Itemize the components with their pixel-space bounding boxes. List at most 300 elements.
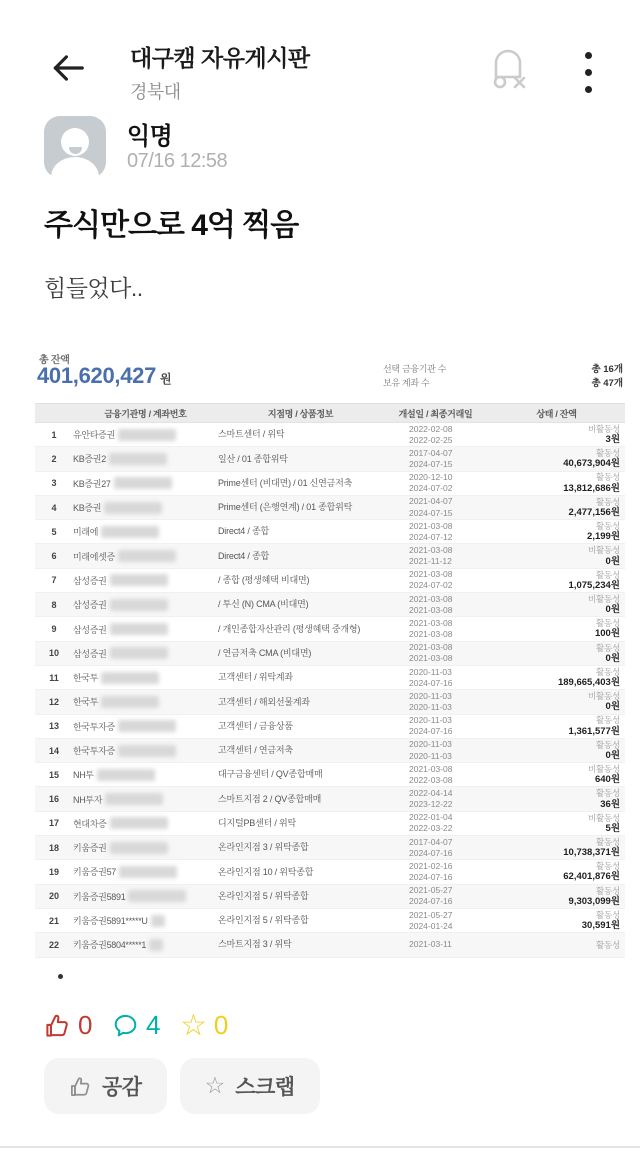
status-balance-cell <box>488 643 625 665</box>
last-trade-date: 2024-07-16 <box>409 726 453 737</box>
branch-product-cell: 온라인지점 5 / 위탁종합 <box>218 890 309 901</box>
account-status: 활동성 <box>595 618 620 629</box>
column-branch: 지점명 / 상품정보 <box>267 408 334 419</box>
statement-summary <box>35 340 625 398</box>
institution-cell <box>73 841 218 854</box>
status-balance-cell <box>488 837 625 859</box>
last-trade-date: 2024-07-15 <box>409 507 453 518</box>
bell-off-icon <box>486 44 532 94</box>
status-balance-cell <box>488 472 625 494</box>
star-icon: ☆ <box>179 1007 207 1043</box>
branch-product-cell: 대구금융센터 / QV종합매매 <box>218 769 323 780</box>
branch-product-cell: / 종합 (평생혜택 비대면) <box>218 575 310 586</box>
account-balance: 30,591원 <box>581 919 620 931</box>
row-number: 13 <box>48 721 59 732</box>
board-title: 대구캠 자유게시판 <box>130 45 310 71</box>
scrap-count-item <box>179 1007 228 1043</box>
redacted-account-number <box>149 939 163 951</box>
branch-product-cell: 스마트센터 / 위탁 <box>218 429 285 440</box>
dates-cell <box>383 642 488 664</box>
last-trade-date: 2022-03-08 <box>409 774 453 785</box>
institution-cell <box>73 744 218 757</box>
notification-off-button[interactable] <box>486 44 532 94</box>
row-number: 19 <box>48 866 59 877</box>
status-balance-cell <box>488 715 625 737</box>
scrap-button[interactable] <box>180 1058 320 1114</box>
account-status: 활동성 <box>595 909 620 920</box>
avatar <box>44 116 106 178</box>
branch-product-cell: 일산 / 01 종합위탁 <box>218 453 288 464</box>
row-number: 8 <box>51 599 57 610</box>
scrap-button-label: 스크랩 <box>235 1076 295 1099</box>
dates-cell <box>383 764 488 786</box>
branch-product-cell: / 개인종합자산관리 (평생혜택 중개형) <box>218 623 361 634</box>
row-number: 6 <box>51 551 57 562</box>
open-date: 2021-05-27 <box>409 885 453 896</box>
institution-cell <box>73 525 218 538</box>
dates-cell <box>383 424 488 446</box>
open-date: 2022-04-14 <box>409 788 453 799</box>
institution-name: 키움증권 <box>73 843 107 854</box>
table-row <box>35 617 625 641</box>
institution-cell <box>73 550 218 563</box>
row-number: 17 <box>48 818 59 829</box>
row-number: 20 <box>48 891 59 902</box>
table-row <box>35 836 625 860</box>
last-trade-date: 2022-03-22 <box>409 823 453 834</box>
account-status: 비활동성 <box>587 764 620 775</box>
status-balance-cell <box>488 618 625 640</box>
row-number: 4 <box>51 502 57 513</box>
institution-name: NH투 <box>73 770 94 781</box>
dates-cell <box>383 788 488 810</box>
total-balance-label: 총 잔액 <box>39 355 70 366</box>
branch-product-cell: 스마트지점 3 / 위탁 <box>218 939 292 950</box>
institution-cell <box>73 720 218 733</box>
dates-cell <box>383 594 488 616</box>
account-status: 활동성 <box>595 448 620 459</box>
status-balance-cell <box>488 667 625 689</box>
account-status: 활동성 <box>595 642 620 653</box>
open-date: 2021-05-27 <box>409 909 453 920</box>
branch-product-cell: Direct4 / 종합 <box>218 550 269 561</box>
institution-name: 한국투 <box>73 673 99 684</box>
last-trade-date: 2020-11-03 <box>409 750 452 761</box>
last-trade-date: 2021-03-08 <box>409 604 453 615</box>
table-row <box>35 885 625 909</box>
table-row <box>35 763 625 787</box>
column-status-balance: 상태 / 잔액 <box>536 408 577 419</box>
open-date: 2021-03-08 <box>409 520 453 531</box>
account-balance: 0원 <box>605 604 620 616</box>
account-balance: 36원 <box>600 798 620 810</box>
redacted-account-number <box>110 842 168 854</box>
account-table-header <box>35 403 625 423</box>
account-status: 활동성 <box>595 569 620 580</box>
institution-cell <box>73 914 218 927</box>
table-row <box>35 812 625 836</box>
open-date: 2020-12-10 <box>409 472 453 483</box>
redacted-account-number <box>110 623 168 635</box>
held-accounts-value: 총 47개 <box>591 378 623 389</box>
table-row <box>35 544 625 568</box>
branch-product-cell: 고객센터 / 연금저축 <box>218 745 293 756</box>
account-status: 비활동성 <box>587 423 620 434</box>
table-row <box>35 666 625 690</box>
last-trade-date: 2024-07-12 <box>409 531 453 542</box>
branch-product-cell: 고객센터 / 금융상품 <box>218 720 293 731</box>
row-number: 11 <box>49 672 59 683</box>
last-trade-date: 2023-12-22 <box>409 799 453 810</box>
post-body: 힘들었다.. <box>44 275 143 301</box>
account-balance: 40,673,904원 <box>563 458 620 470</box>
status-balance-cell <box>488 497 625 519</box>
dates-cell <box>383 715 488 737</box>
comment-count-item <box>112 1010 160 1041</box>
dates-cell <box>383 691 488 713</box>
dates-cell <box>383 496 488 518</box>
post-author: 익명 <box>127 123 173 150</box>
branch-product-cell: Direct4 / 종합 <box>218 526 269 537</box>
account-balance: 0원 <box>605 652 620 664</box>
institution-name: 한국투자증 <box>73 746 115 756</box>
institution-cell <box>73 671 218 684</box>
status-balance-cell <box>488 521 625 543</box>
scrap-count: 0 <box>213 1010 228 1040</box>
status-balance-cell <box>488 424 625 446</box>
row-number: 2 <box>51 453 57 464</box>
redacted-account-number <box>114 477 172 489</box>
row-number: 18 <box>48 842 59 853</box>
open-date: 2021-03-08 <box>409 545 453 556</box>
account-balance: 1,075,234원 <box>568 579 620 591</box>
institution-cell <box>73 501 218 514</box>
institution-cell <box>73 793 218 806</box>
thumbs-up-icon <box>44 1012 71 1039</box>
institution-cell <box>73 938 218 951</box>
table-row <box>35 860 625 884</box>
institution-name: 키움증권57 <box>73 867 116 878</box>
account-balance: 3원 <box>605 434 620 446</box>
currency-label: 원 <box>160 372 172 386</box>
account-status: 활동성 <box>595 666 620 677</box>
institution-name: 삼성증권 <box>73 624 107 635</box>
redacted-account-number <box>110 647 168 659</box>
dates-cell <box>383 545 488 567</box>
status-balance-cell <box>488 861 625 883</box>
account-balance: 0원 <box>605 701 620 713</box>
account-status: 비활동성 <box>587 545 620 556</box>
account-balance: 5원 <box>605 822 620 834</box>
star-outline-icon: ☆ <box>204 1072 226 1099</box>
redacted-account-number <box>110 574 168 586</box>
last-trade-date: 2020-11-03 <box>409 701 452 712</box>
redacted-account-number <box>101 696 159 708</box>
post-timestamp: 07/16 12:58 <box>127 150 228 172</box>
account-status: 활동성 <box>595 739 620 750</box>
kebab-dot <box>585 69 592 76</box>
institution-name: NH투자 <box>73 794 103 805</box>
open-date: 2021-03-08 <box>409 569 453 580</box>
institution-cell <box>73 452 218 465</box>
status-balance-cell <box>488 886 625 908</box>
last-trade-date: 2024-07-02 <box>409 483 453 494</box>
dates-cell <box>383 910 488 932</box>
account-balance: 640원 <box>594 774 620 786</box>
redacted-account-number <box>151 915 165 927</box>
column-institution: 금융기관명 / 계좌번호 <box>104 408 187 419</box>
branch-product-cell: 고객센터 / 해외선물계좌 <box>218 696 310 707</box>
open-date: 2021-04-07 <box>409 496 453 507</box>
branch-product-cell: 온라인지점 3 / 위탁종합 <box>218 842 309 853</box>
dates-cell <box>383 939 488 950</box>
account-status: 활동성 <box>595 472 620 483</box>
speech-bubble-icon <box>112 1012 139 1039</box>
institution-name: KB증권27 <box>73 478 111 489</box>
redacted-account-number <box>110 817 168 829</box>
row-number: 21 <box>48 915 59 926</box>
account-status: 비활동성 <box>587 812 620 823</box>
status-balance-cell <box>488 570 625 592</box>
open-date: 2022-01-04 <box>409 812 453 823</box>
institution-cell <box>73 890 218 903</box>
open-date: 2020-11-03 <box>409 715 452 726</box>
institution-name: 키움증권5891 <box>73 891 126 902</box>
account-balance: 10,738,371원 <box>563 847 620 859</box>
institution-cell <box>73 768 218 781</box>
account-balance: 100원 <box>594 628 620 640</box>
redacted-account-number <box>101 672 159 684</box>
institution-name: 미래에셋증 <box>73 551 115 562</box>
institution-cell <box>73 865 218 878</box>
statement-image[interactable] <box>35 340 625 951</box>
open-date: 2021-03-08 <box>409 617 453 628</box>
comment-count: 4 <box>145 1010 160 1040</box>
selected-institutions-label: 선택 금융기관 수 <box>383 363 447 374</box>
row-number: 5 <box>51 526 57 537</box>
status-balance-cell <box>488 691 625 713</box>
status-balance-cell <box>488 813 625 835</box>
institution-name: 현대차증 <box>73 818 107 829</box>
more-menu-button[interactable] <box>585 52 593 93</box>
redacted-account-number <box>97 769 155 781</box>
redacted-account-number <box>101 526 159 538</box>
row-number: 1 <box>51 429 57 440</box>
status-balance-cell <box>488 788 625 810</box>
account-status: 활동성 <box>595 715 620 726</box>
post-trailing-dot <box>58 974 63 979</box>
account-status: 활동성 <box>595 861 620 872</box>
open-date: 2021-02-16 <box>409 860 453 871</box>
back-arrow-icon <box>49 49 87 87</box>
back-button[interactable] <box>48 48 88 88</box>
branch-product-cell: 온라인지점 10 / 위탁종합 <box>218 866 314 877</box>
bottom-divider <box>0 1146 640 1148</box>
account-status: 활동성 <box>595 885 620 896</box>
institution-name: 키움증권5891*****U <box>73 916 148 927</box>
account-status: 활동성 <box>595 836 620 847</box>
open-date: 2020-11-03 <box>409 690 452 701</box>
kebab-dot <box>585 52 592 59</box>
institution-name: 한국투자증 <box>73 721 115 732</box>
account-balance: 62,401,876원 <box>563 871 620 883</box>
row-number: 3 <box>51 478 57 489</box>
institution-cell <box>73 647 218 660</box>
open-date: 2021-03-11 <box>409 939 452 950</box>
institution-cell <box>73 695 218 708</box>
table-row <box>35 909 625 933</box>
redacted-account-number <box>118 745 176 757</box>
like-count-item <box>44 1010 92 1041</box>
account-balance: 9,303,099원 <box>568 895 620 907</box>
institution-cell <box>73 428 218 441</box>
dates-cell <box>383 667 488 689</box>
open-date: 2021-03-08 <box>409 642 453 653</box>
last-trade-date: 2024-01-24 <box>409 920 453 931</box>
app-bar <box>0 16 640 100</box>
branch-product-cell: Prime센터 (은행연계) / 01 종합위탁 <box>218 502 353 513</box>
account-balance: 13,812,686원 <box>563 482 620 494</box>
redacted-account-number <box>118 720 176 732</box>
table-row <box>35 447 625 471</box>
total-balance-amount: 401,620,427 <box>37 363 157 388</box>
institution-name: 삼성증권 <box>73 648 107 659</box>
open-date: 2017-04-07 <box>409 447 453 458</box>
table-row <box>35 739 625 763</box>
account-balance: 0원 <box>605 749 620 761</box>
row-number: 22 <box>48 939 59 950</box>
institution-cell <box>73 574 218 587</box>
status-balance-cell <box>488 545 625 567</box>
account-balance: 2,477,156원 <box>568 506 620 518</box>
account-status: 활동성 <box>595 788 620 799</box>
table-row <box>35 642 625 666</box>
last-trade-date: 2024-07-16 <box>409 677 453 688</box>
institution-name: KB증권 <box>73 503 102 514</box>
account-status: 비활동성 <box>587 593 620 604</box>
last-trade-date: 2022-02-25 <box>409 434 453 445</box>
reaction-counts <box>44 1007 228 1043</box>
table-row <box>35 593 625 617</box>
account-status: 활동성 <box>595 496 620 507</box>
table-row <box>35 569 625 593</box>
like-button-label: 공감 <box>102 1076 142 1099</box>
redacted-account-number <box>104 502 162 514</box>
row-number: 10 <box>48 648 59 659</box>
redacted-account-number <box>109 453 167 465</box>
table-row <box>35 690 625 714</box>
institution-name: 미래에 <box>73 527 99 538</box>
account-status: 활동성 <box>595 521 620 532</box>
branch-product-cell: 고객센터 / 위탁계좌 <box>218 672 293 683</box>
redacted-account-number <box>128 890 186 902</box>
open-date: 2022-02-08 <box>409 423 453 434</box>
branch-product-cell: 온라인지점 5 / 위탁종합 <box>218 915 309 926</box>
table-row <box>35 787 625 811</box>
dates-cell <box>383 885 488 907</box>
redacted-account-number <box>110 599 168 611</box>
account-status: 활동성 <box>595 939 620 950</box>
selected-institutions-value: 총 16개 <box>591 364 623 375</box>
open-date: 2017-04-07 <box>409 836 453 847</box>
branch-product-cell: 디지털PB센터 / 위탁 <box>218 818 296 828</box>
post-actions <box>44 1058 320 1114</box>
dates-cell <box>383 861 488 883</box>
institution-name: KB증권2 <box>73 454 106 465</box>
last-trade-date: 2021-11-12 <box>409 556 452 567</box>
last-trade-date: 2024-07-16 <box>409 871 453 882</box>
status-balance-cell <box>488 910 625 932</box>
avatar-shoulders <box>51 157 99 197</box>
redacted-account-number <box>119 866 177 878</box>
table-row <box>35 715 625 739</box>
like-count: 0 <box>78 1010 92 1040</box>
account-status: 비활동성 <box>587 691 620 702</box>
open-date: 2020-11-03 <box>409 666 452 677</box>
dates-cell <box>383 837 488 859</box>
institution-name: 유안타증권 <box>73 430 115 441</box>
column-dates: 개설일 / 최종거래일 <box>398 408 473 419</box>
table-row <box>35 520 625 544</box>
dates-cell <box>383 812 488 834</box>
school-name: 경북대 <box>130 82 181 102</box>
table-row <box>35 496 625 520</box>
status-balance-cell <box>488 764 625 786</box>
institution-name: 키움증권5804*****1 <box>73 940 147 951</box>
status-balance-cell <box>488 740 625 762</box>
post-title: 주식만으로 4억 찍음 <box>44 209 299 242</box>
last-trade-date: 2024-07-02 <box>409 580 453 591</box>
row-number: 7 <box>51 575 57 586</box>
dates-cell <box>383 521 488 543</box>
institution-name: 한국투 <box>73 697 99 708</box>
dates-cell <box>383 569 488 591</box>
dates-cell <box>383 448 488 470</box>
last-trade-date: 2024-07-16 <box>409 896 453 907</box>
institution-name: 삼성증권 <box>73 575 107 586</box>
last-trade-date: 2021-03-08 <box>409 629 453 640</box>
held-accounts-label: 보유 계좌 수 <box>383 377 430 388</box>
redacted-account-number <box>105 793 163 805</box>
table-row <box>35 472 625 496</box>
row-number: 12 <box>48 696 59 707</box>
dates-cell <box>383 739 488 761</box>
institution-cell <box>73 623 218 636</box>
row-number: 14 <box>48 745 59 756</box>
institution-cell <box>73 598 218 611</box>
branch-product-cell: Prime센터 (비대면) / 01 신연금저축 <box>218 477 353 488</box>
branch-product-cell: 스마트지점 2 / QV종합매매 <box>218 793 322 804</box>
branch-product-cell: / 연금저축 CMA (비대면) <box>218 647 312 658</box>
account-balance: 189,665,403원 <box>557 677 620 689</box>
account-balance: 0원 <box>605 555 620 567</box>
table-row <box>35 423 625 447</box>
status-balance-cell <box>488 448 625 470</box>
institution-cell <box>73 817 218 830</box>
institution-cell <box>73 477 218 490</box>
thumbs-up-outline-icon <box>69 1075 92 1098</box>
open-date: 2021-03-08 <box>409 593 453 604</box>
redacted-account-number <box>118 550 176 562</box>
row-number: 9 <box>51 624 57 635</box>
last-trade-date: 2021-03-08 <box>409 653 453 664</box>
last-trade-date: 2024-07-15 <box>409 458 453 469</box>
dates-cell <box>383 618 488 640</box>
table-row <box>35 933 625 957</box>
like-button[interactable] <box>44 1058 167 1114</box>
status-balance-cell <box>488 594 625 616</box>
account-balance: 2,199원 <box>587 531 620 543</box>
